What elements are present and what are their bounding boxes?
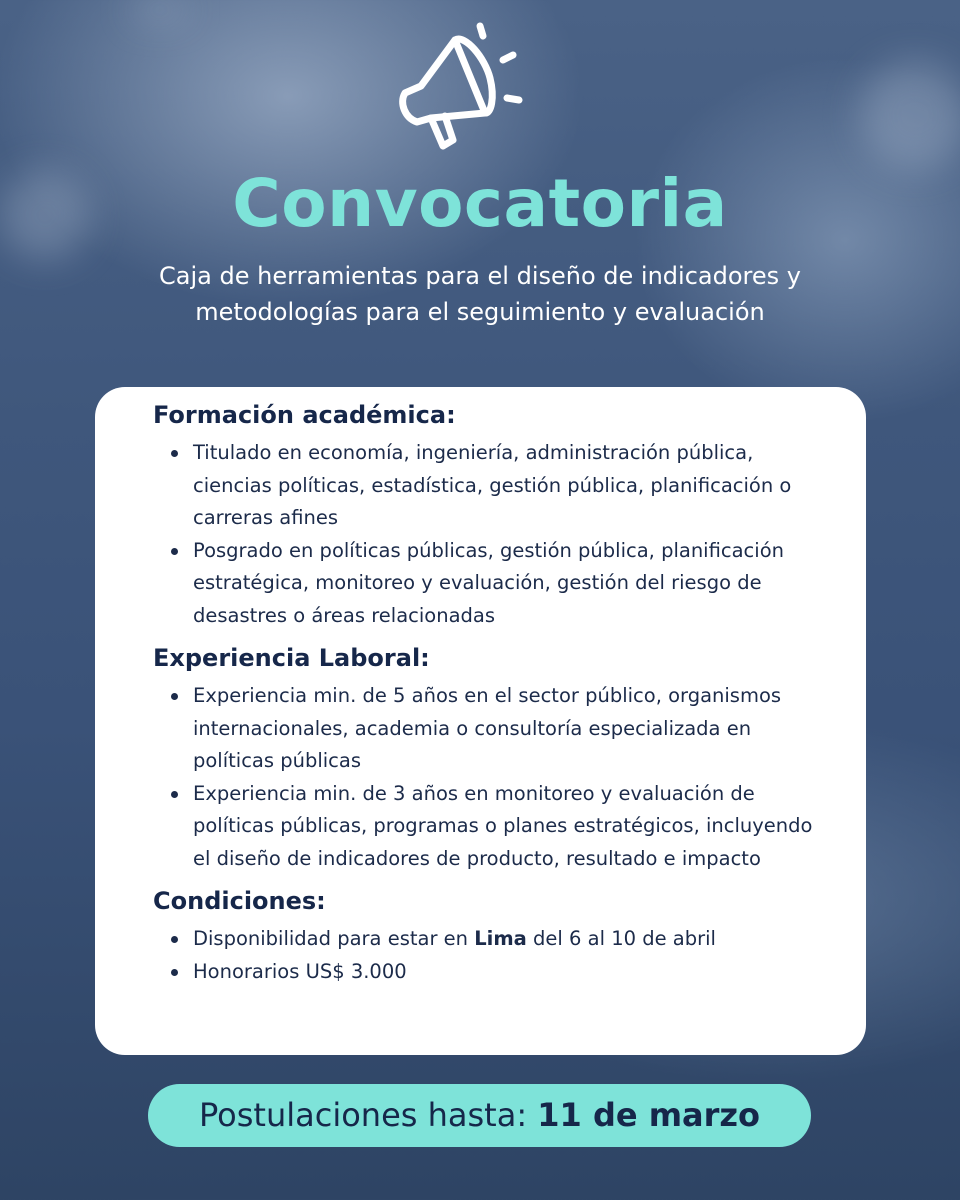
deadline-banner bbox=[148, 1084, 811, 1147]
list-item: Experiencia min. de 3 años en monitoreo y evaluación de políticas públicas, programas o planes estratégicos, incluyendo el diseño de indicadores de producto, resultado e impacto bbox=[153, 778, 826, 876]
list-item-fees: Honorarios US$ 3.000 bbox=[153, 956, 826, 989]
experiencia-list bbox=[153, 680, 826, 875]
background-bokeh bbox=[860, 60, 960, 170]
list-item: Titulado en economía, ingeniería, administración pública, ciencias políticas, estadística, gestión pública, planificación o carreras afines bbox=[153, 437, 826, 535]
megaphone-icon bbox=[385, 18, 535, 153]
page-title: Convocatoria bbox=[232, 165, 728, 242]
condiciones-list bbox=[153, 923, 826, 988]
availability-suffix: del 6 al 10 de abril bbox=[526, 927, 716, 950]
deadline-date: 11 de marzo bbox=[537, 1096, 761, 1134]
background-bokeh bbox=[130, 0, 190, 20]
section-heading-formacion: Formación académica: bbox=[153, 401, 456, 429]
list-item-availability bbox=[153, 923, 826, 956]
availability-city: Lima bbox=[474, 927, 527, 950]
section-heading-experiencia: Experiencia Laboral: bbox=[153, 644, 430, 672]
page-subtitle: Caja de herramientas para el diseño de indicadores y metodologías para el seguimiento y evaluación bbox=[159, 262, 801, 326]
availability-prefix: Disponibilidad para estar en bbox=[193, 927, 475, 950]
requirements-card bbox=[95, 387, 866, 1055]
section-heading-condiciones: Condiciones: bbox=[153, 887, 326, 915]
deadline-label: Postulaciones hasta: bbox=[198, 1096, 538, 1134]
list-item: Experiencia min. de 5 años en el sector público, organismos internacionales, academia o consultoría especializada en políticas públicas bbox=[153, 680, 826, 778]
formacion-list bbox=[153, 437, 826, 632]
list-item: Posgrado en políticas públicas, gestión pública, planificación estratégica, monitoreo y evaluación, gestión del riesgo de desastres o áreas relacionadas bbox=[153, 535, 826, 633]
